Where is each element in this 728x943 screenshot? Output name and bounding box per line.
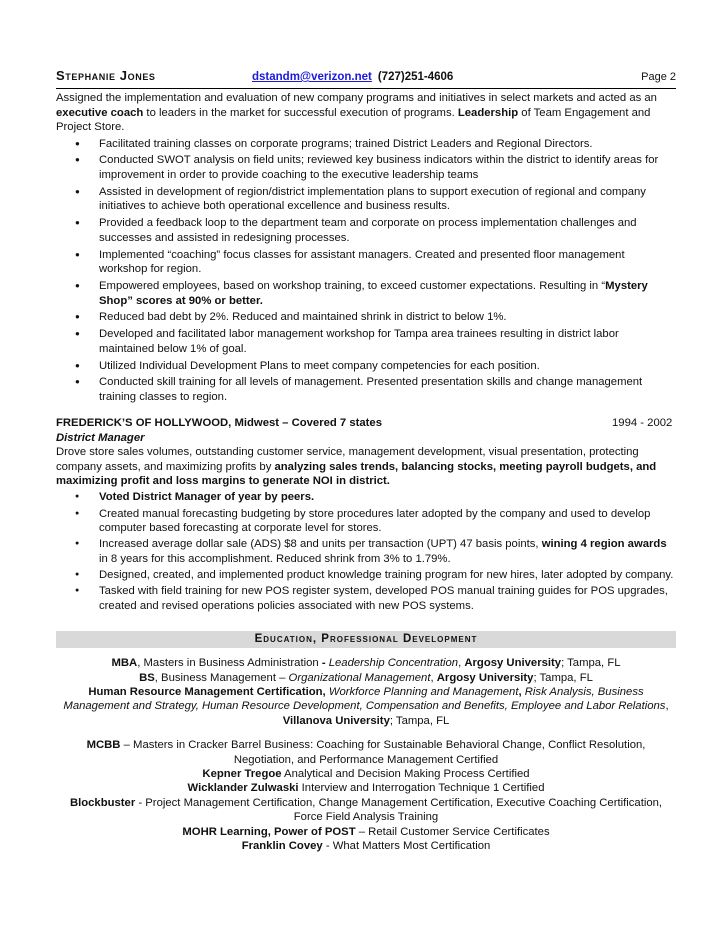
list-item: ● Provided a feedback loop to the department team and corporate on process implementation challenges and successes and assisted in redesigning processes. — [56, 216, 676, 245]
job-summary: Drove store sales volumes, outstanding customer service, management development, visual presentation, protecting company assets, and maximizing profits by analyzing sales trends, balancing stocks, meeting payroll budgets, and maximizing profit and loss margins to generate NOI in district. — [56, 446, 657, 488]
job-achievements-list — [56, 490, 676, 613]
page-number: Page 2 — [641, 71, 676, 83]
list-item: ● Conducted SWOT analysis on field units; reviewed key business indicators within the district to identify areas for improvement in order to provide coaching to the executive leadership teams — [56, 153, 676, 182]
list-item: ● Implemented “coaching” focus classes for assistant managers. Created and presented floor management workshop for region. — [56, 248, 676, 277]
phone-number: (727)251-4606 — [377, 71, 454, 83]
job-dates: 1994 - 2002 — [612, 417, 673, 430]
intro-paragraph: Assigned the implementation and evaluation of new company programs and initiatives in select markets and acted as an executive coach to leaders in the market for successful execution of programs. Leadership of Team Engagement and Project Store. — [56, 92, 657, 133]
list-item: ● Created manual forecasting budgeting by store procedures later adopted by the company and used to develop computer based forecasting at corporate level for stores. — [56, 507, 676, 536]
certification-wicklander: Wicklander Zulwaski Interview and Interrogation Technique 1 Certified — [187, 782, 545, 795]
job-heading — [56, 416, 676, 431]
list-item: ● Facilitated training classes on corporate programs; trained District Leaders and Regional Directors. — [56, 137, 676, 152]
list-item: ● Increased average dollar sale (ADS) $8 and units per transaction (UPT) 47 basis points, wining 4 region awards in 8 years for this accomplishment. Reduced shrink from 3% to 1.79%. — [56, 537, 676, 566]
list-item: ● Voted District Manager of year by peers. — [56, 490, 676, 505]
education-section — [56, 656, 676, 853]
degree-mba: MBA, Masters in Business Administration - Leadership Concentration, Argosy University; Tampa, FL — [111, 657, 621, 670]
resume-page — [56, 68, 676, 854]
degree-bs: BS, Business Management – Organizational Management, Argosy University; Tampa, FL — [139, 671, 593, 684]
candidate-name: Stephanie Jones — [56, 68, 156, 83]
achievements-list — [56, 137, 676, 405]
email-link[interactable]: dstandm@verizon.net — [252, 71, 372, 83]
job-title: District Manager — [56, 432, 145, 445]
list-item: ● Empowered employees, based on workshop training, to exceed customer expectations. Resulting in “Mystery Shop” scores at 90% or better. — [56, 279, 676, 308]
spacer — [56, 728, 676, 738]
list-item: ● Reduced bad debt by 2%. Reduced and maintained shrink in district to below 1%. — [56, 310, 676, 325]
list-item: ● Assisted in development of region/district implementation plans to support execution of regional and company initiatives to achieve both operational excellence and business results. — [56, 185, 676, 214]
certification-kepner: Kepner Tregoe Analytical and Decision Making Process Certified — [202, 768, 530, 781]
certification-mcbb: MCBB – Masters in Cracker Barrel Business: Coaching for Sustainable Behavioral Change, Conflict Resolution, Negotiation, and Performance Management Certified — [86, 739, 646, 766]
certification-mohr: MOHR Learning, Power of POST – Retail Customer Service Certificates — [182, 825, 550, 838]
page-header — [56, 68, 676, 89]
education-heading: Education, Professional Development — [56, 631, 676, 648]
certification-hr: Human Resource Management Certification, Workforce Planning and Management, Risk Analysis, Business Management and Strategy, Human Resource Development, Compensation and Benefits, Employee and Labor Relations, Villanova University; Tampa, FL — [63, 686, 669, 727]
certification-franklin: Franklin Covey - What Matters Most Certification — [241, 840, 491, 853]
list-item: ● Developed and facilitated labor management workshop for Tampa area trainees resulting in district labor maintained below 1% of goal. — [56, 327, 676, 356]
certification-blockbuster: Blockbuster - Project Management Certification, Change Management Certification, Executive Coaching Certification, Force Field Analysis Training — [69, 796, 663, 824]
list-item: ● Designed, created, and implemented product knowledge training program for new hires, later adopted by company. — [56, 568, 676, 583]
list-item: ● Tasked with field training for new POS register system, developed POS manual training guides for POS upgrades, created and revised operations policies associated with new POS systems. — [56, 584, 676, 613]
list-item: ● Utilized Individual Development Plans to meet company competencies for each position. — [56, 359, 676, 374]
list-item: ● Conducted skill training for all levels of management. Presented presentation skills and change management training classes to region. — [56, 375, 676, 404]
job-company: FREDERICK’S OF HOLLYWOOD, Midwest – Covered 7 states — [56, 417, 382, 430]
